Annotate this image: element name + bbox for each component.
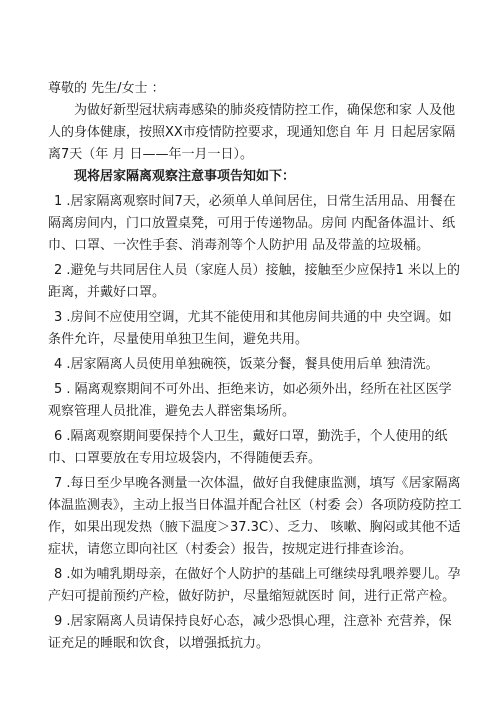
intro-paragraph: 为做好新型冠状病毒感染的肺炎疫情防控工作，确保您和家 人及他人的身体健康，按照XX市疫情防控要求，现通知您自 年 月 日起居家隔离7天（年 月 日——年一月一日）。 <box>48 103 456 162</box>
section-heading: 现将居家隔离观察注意事项告知如下： <box>74 169 296 184</box>
notice-item-5: 5 . 隔离观察期间不可外出、拒绝来访，如必须外出，经所在社区医学观察管理人员批准，避免去人群密集场所。 <box>48 382 452 419</box>
notice-item-3: 3 .房间不应使用空调，尤其不能使用和其他房间共通的中 央空调。如条件允许，尽量使用单独卫生间，避免共用。 <box>48 310 452 347</box>
salutation: 尊敬的 先生/女士 ： <box>48 81 165 96</box>
notice-item-9: 9 .居家隔离人员请保持良好心态，减少恐惧心理，注意补 充营养，保证充足的睡眠和饮食，以增强抵抗力。 <box>48 614 452 651</box>
notice-item-1: 1 .居家隔离观察时间7天，必须单人单间居住，日常生活用品、用餐在隔离房间内，门口放置桌凳，可用于传递物品。房间 内配备体温计、纸巾、口罩、一次性手套、消毒剂等个人防护用 品及带盖的垃圾桶。 <box>48 194 456 253</box>
notice-item-6: 6 .隔离观察期间要保持个人卫生，戴好口罩，勤洗手，个人使用的纸巾、口罩要放在专用垃圾袋内，不得随便丢弃。 <box>48 429 448 466</box>
notice-item-4: 4 .居家隔离人员使用单独碗筷，饭菜分餐，餐具使用后单 独清洗。 <box>54 357 439 372</box>
notice-document <box>48 78 464 655</box>
notice-item-8: 8 .如为哺乳期母亲，在做好个人防护的基础上可继续母乳喂养婴儿。孕产妇可提前预约产检，做好防护，尽量缩短就医时 间，进行正常产检。 <box>48 567 461 604</box>
notice-item-2: 2 .避免与共同居住人员（家庭人员）接触，接触至少应保持1 米以上的距离，并戴好口罩。 <box>48 263 460 300</box>
notice-item-7: 7 .每日至少早晚各测量一次体温，做好自我健康监测，填写《居家隔离体温监测表》，主动上报当日体温并配合社区（村委 会）各项防疫防控工作，如果出现发热（腋下温度＞37.3C）、乏力、 咳嗽、胸闷或其他不适症状，请您立即向社区（村委会）报告，按规定进行排查诊治。 <box>48 476 462 557</box>
